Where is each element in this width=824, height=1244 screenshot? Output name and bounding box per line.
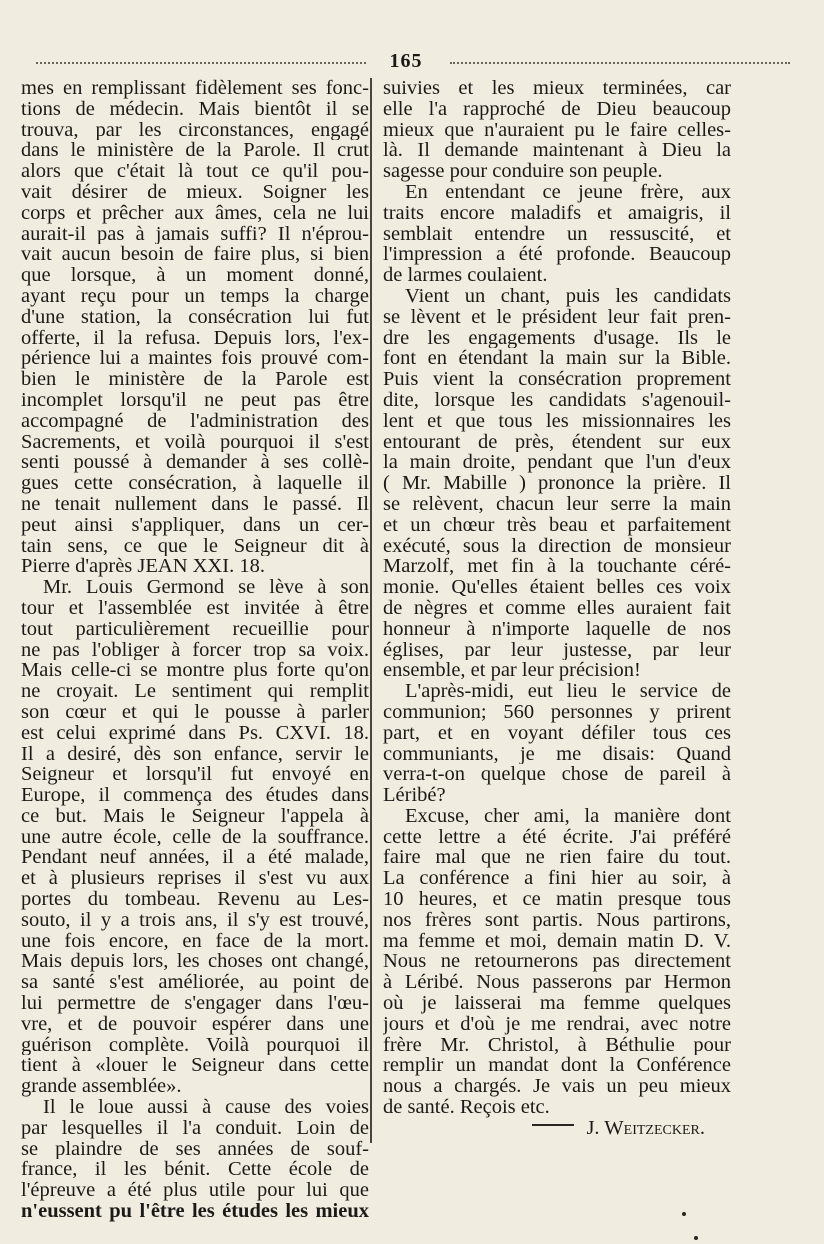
text-line: Sacrements, et voilà pourquoi il s'est — [21, 431, 369, 453]
text-line: senti poussé à demander à ses collè- — [21, 452, 369, 474]
text-line: Puis vient la consécration proprement — [383, 369, 731, 390]
text-line: son cœur et qui le pousse à parler — [21, 701, 369, 723]
text-line: se relèvent, chacun leur serre la main — [383, 493, 731, 515]
text-line: Il a desiré, dès son enfance, servir le — [21, 743, 369, 765]
text-line: france, il les bénit. Cette école de — [21, 1159, 369, 1181]
header-rule-left — [36, 62, 366, 64]
text-line: de nègres et comme elles auraient fait — [383, 597, 731, 619]
ink-speck — [682, 1212, 686, 1216]
text-line: périence lui a maintes fois prouvé com- — [21, 348, 369, 370]
text-line: l'impression a été profonde. Beaucoup — [383, 244, 731, 266]
text-line: incomplet lorsqu'il ne peut pas être — [21, 389, 369, 411]
text-line: Mr. Louis Germond se lève à son — [43, 577, 369, 598]
text-line: ensemble, et par leur précision! — [383, 660, 641, 682]
text-line: où je laisserai ma femme quelques — [383, 993, 731, 1014]
text-line: traits encore maladifs et amaigris, il — [383, 202, 731, 224]
text-line: corps et prêcher aux âmes, cela ne lui — [21, 202, 369, 224]
text-line: lui permettre de s'engager dans l'œu- — [21, 993, 369, 1014]
text-line: peut ainsi s'appliquer, dans un cer- — [21, 514, 369, 536]
text-line: une autre école, celle de la souffrance. — [21, 826, 369, 848]
text-line: 10 heures, et ce matin presque tous — [383, 889, 731, 910]
text-line: vait désirer de mieux. Soigner les — [21, 181, 369, 203]
text-line: dite, lorsque les candidats s'agenouil- — [383, 389, 731, 411]
text-line: mes en remplissant fidèlement ses fonc- — [21, 78, 369, 99]
text-line: tient à «louer le Seigneur dans cette — [21, 1055, 369, 1077]
text-line: suivies et les mieux terminées, car — [383, 78, 731, 99]
text-line: alors que c'était là tout ce qu'il pou- — [21, 161, 369, 182]
text-line: Vient un chant, puis les candidats — [405, 285, 731, 307]
text-line: communion; 560 personnes y prirent — [383, 701, 731, 723]
text-line: nous a chargés. Je vais un peu mieux — [383, 1076, 731, 1098]
text-line: monie. Qu'elles étaient belles ces voix — [383, 577, 731, 598]
text-line: une fois encore, en face de la mort. — [21, 930, 369, 952]
text-line: sagesse pour conduire son peuple. — [383, 161, 663, 182]
ink-speck — [694, 1236, 698, 1240]
text-line: que lorsque, à un moment donné, — [21, 265, 369, 286]
text-line: lent et que tous les missionnaires les — [383, 410, 731, 432]
text-line: de larmes coulaient. — [383, 265, 548, 286]
text-line: ne croyait. Le sentiment qui remplit — [21, 681, 369, 702]
text-line: se lèvent et le président leur fait pren- — [383, 306, 731, 328]
signature: J. Weitzecker. — [586, 1117, 705, 1139]
text-line: L'après-midi, eut lieu le service de — [405, 681, 731, 702]
text-line: nos frères sont partis. Nous partirons, — [383, 909, 731, 931]
text-line: trouva, par les circonstances, engagé — [21, 119, 369, 141]
text-line: part, et en voyant défiler tous ces — [383, 722, 731, 744]
page-number: 165 — [389, 50, 423, 72]
text-line: ( Mr. Mabille ) prononce la prière. Il — [383, 473, 731, 494]
text-line: bien le ministère de la Parole est — [21, 369, 369, 390]
text-line: dans le ministère de la Parole. Il crut — [21, 140, 369, 162]
text-line: Léribé? — [383, 785, 446, 806]
text-line: par lesquelles il l'a conduit. Loin de — [21, 1117, 369, 1139]
text-line: elle l'a rapproché de Dieu beaucoup — [383, 98, 731, 120]
text-line: remplir un mandat dont la Conférence — [383, 1055, 731, 1077]
text-line: et un chœur très beau et parfaitement — [383, 514, 731, 536]
text-line: ma femme et moi, demain matin D. V. — [383, 930, 731, 952]
text-line: accompagné de l'administration des — [21, 410, 369, 432]
text-line: entourant de près, étendent sur eux — [383, 431, 731, 453]
text-line: Il le loue aussi à cause des voies — [43, 1097, 369, 1118]
text-line: tour et l'assemblée est invitée à être — [21, 597, 369, 619]
text-line: ne pas l'obliger à forcer trop sa voix. — [21, 639, 369, 661]
text-line: tain sens, ce que le Seigneur dit à — [21, 535, 369, 557]
text-line: l'épreuve a été plus utile pour lui que — [21, 1180, 369, 1202]
text-line: n'eussent pu l'être les études les mieux — [21, 1201, 369, 1222]
right-column — [383, 78, 731, 1139]
text-line: Nous ne retournerons pas directement — [383, 951, 731, 973]
page-header — [30, 50, 800, 74]
text-line: frère Mr. Christol, à Béthulie pour — [383, 1034, 731, 1056]
text-line: Mais depuis lors, les choses ont changé, — [21, 951, 369, 973]
text-line: cette lettre a été écrite. J'ai préféré — [383, 826, 731, 848]
text-line: églises, par leur justesse, par leur — [383, 639, 731, 661]
text-line: Seigneur et lorsqu'il fut envoyé en — [21, 764, 369, 786]
text-line: aurait-il pas à jamais suffi? Il n'éprou- — [21, 223, 369, 245]
text-line: vre, et de pouvoir espérer dans une — [21, 1013, 369, 1035]
text-line: ne tenait nullement dans le passé. Il — [21, 493, 369, 515]
text-line: Excuse, cher ami, la manière dont — [405, 805, 731, 827]
text-line: jours et d'où je me rendrai, avec notre — [383, 1013, 731, 1035]
text-line: de santé. Reçois etc. — [383, 1097, 550, 1118]
text-line: communiants, je me disais: Quand — [383, 743, 731, 765]
text-line: gues cette consécration, à laquelle il — [21, 473, 369, 494]
text-line: souto, il y a trois ans, il s'y est trouvé, — [21, 909, 369, 931]
text-line: mieux que n'auraient pu le faire celles- — [383, 119, 731, 141]
text-line: Europe, il commença des études dans — [21, 785, 369, 806]
text-line: à Léribé. Nous passerons par Hermon — [383, 972, 731, 994]
text-line: sa santé s'est améliorée, au point de — [21, 972, 369, 994]
text-line: Marzolf, met fin à la touchante céré- — [383, 556, 731, 578]
text-line: ayant reçu pour un temps la charge — [21, 285, 369, 307]
text-line: est celui exprimé dans Ps. CXVI. 18. — [21, 722, 369, 744]
text-line: la main droite, pendant que l'un d'eux — [383, 452, 731, 474]
text-line: tout particulièrement recueillie pour — [21, 618, 369, 640]
text-line: se plaindre de ses années de souf- — [21, 1138, 369, 1160]
text-line: font en étendant la main sur la Bible. — [383, 348, 731, 370]
text-line: ce but. Mais le Seigneur l'appela à — [21, 805, 369, 827]
text-line: vait aucun besoin de faire plus, si bien — [21, 244, 369, 266]
text-line: grande assemblée». — [21, 1076, 182, 1098]
text-line: guérison complète. Voilà pourquoi il — [21, 1034, 369, 1056]
text-line: d'une station, la consécration lui fut — [21, 306, 369, 328]
text-line: là. Il demande maintenant à Dieu la — [383, 140, 731, 162]
column-divider — [370, 78, 372, 1143]
text-line: semblait entendre un ressuscité, et — [383, 223, 731, 245]
text-line: La conférence a fini hier au soir, à — [383, 868, 731, 890]
text-line: offerte, il la refusa. Depuis lors, l'ex- — [21, 327, 369, 349]
text-line: En entendant ce jeune frère, aux — [405, 181, 731, 203]
text-line: Pendant neuf années, il a été malade, — [21, 847, 369, 869]
text-line: dre les engagements d'usage. Ils le — [383, 327, 731, 349]
text-line: Pierre d'après JEAN XXI. 18. — [21, 556, 265, 578]
text-line: tions de médecin. Mais bientôt il se — [21, 98, 369, 120]
text-line: honneur à n'importe laquelle de nos — [383, 618, 731, 640]
text-line: Mais celle-ci se montre plus forte qu'on — [21, 660, 369, 682]
text-line: faire mal que ne rien faire du tout. — [383, 847, 731, 869]
closing-dash — [532, 1124, 574, 1126]
text-line: verra-t-on quelque chose de pareil à — [383, 764, 731, 786]
header-rule-right — [450, 62, 790, 64]
left-column — [21, 78, 369, 1222]
text-line: portes du tombeau. Revenu au Les- — [21, 889, 369, 910]
text-line: et à plusieurs reprises il s'est vu aux — [21, 868, 369, 890]
text-line: exécuté, sous la direction de monsieur — [383, 535, 731, 557]
